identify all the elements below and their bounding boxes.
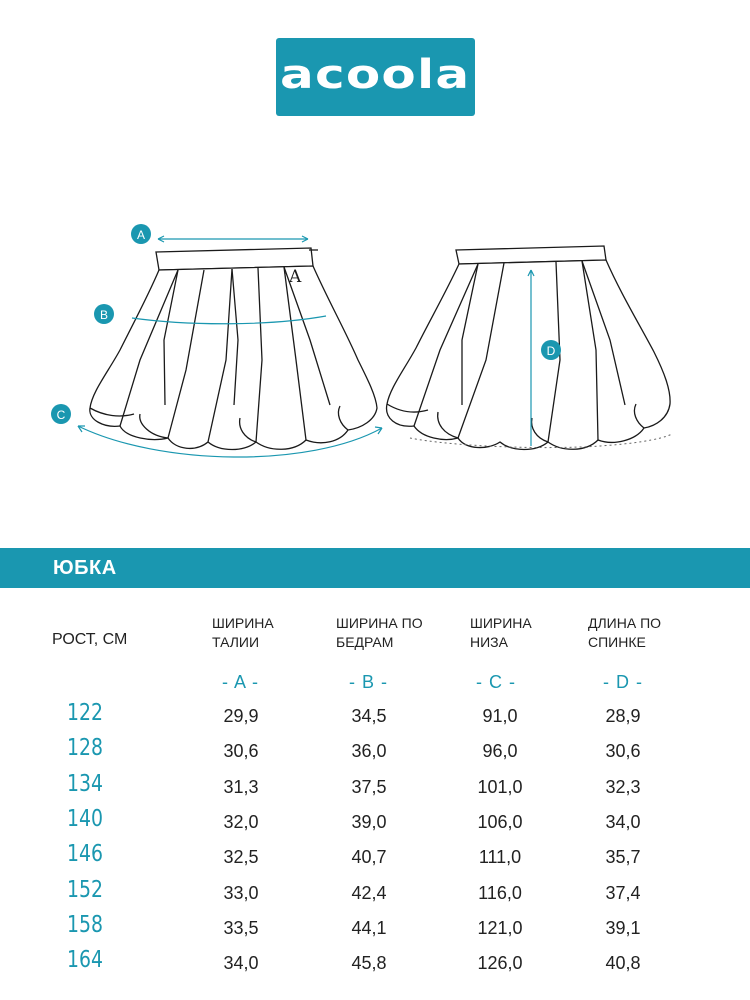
column-code-d: - D - [603,672,643,692]
label-c [51,404,71,424]
label-a [131,224,151,244]
table-cell: 36,0 [351,741,387,762]
table-cell: 96,0 [482,741,518,762]
label-c-text: C [56,408,66,422]
label-b [94,304,114,324]
table-cell: 30,6 [605,741,641,762]
row-height-value: 158 [67,911,104,938]
height-column-header: РОСТ, СМ [52,631,128,648]
table-cell: 101,0 [477,776,523,797]
column-header-line: ШИРИНА ПО [336,615,423,631]
table-cell: 32,5 [223,847,259,868]
table-cell: 28,9 [605,706,641,726]
column-header-hem [470,614,600,652]
row-height-value: 152 [67,876,104,903]
table-cell: 34,5 [351,706,387,726]
column-code-a: - A - [222,672,260,692]
column-header-line: ШИРИНА [470,615,532,631]
row-height-value: 122 [67,700,104,726]
column-code-b: - B - [349,672,388,692]
column-header-line: СПИНКЕ [588,634,646,650]
table-cell: 111,0 [478,847,522,868]
table-cell: 126,0 [477,953,523,974]
table-cell: 39,0 [351,811,387,832]
skirt-diagrams [0,210,750,480]
column-header-back-length [588,614,718,652]
table-cell: 32,0 [223,811,259,832]
column-header-line: БЕДРАМ [336,634,394,650]
column-header-line: ШИРИНА [212,615,274,631]
section-banner [0,548,750,588]
table-cell: 30,6 [223,741,259,762]
table-cell: 29,9 [223,706,259,726]
label-b-text: B [99,308,109,322]
table-cell: 34,0 [223,953,259,974]
column-header-waist [212,614,342,652]
table-cell: 44,1 [351,917,387,938]
row-height-value: 164 [67,947,104,974]
table-cell: 31,3 [223,776,259,797]
brand-logo [276,38,475,116]
skirt-front-drawing [90,248,377,450]
table-cell: 91,0 [482,706,518,726]
section-title: ЮБКА [53,557,117,579]
table-cell: 34,0 [605,811,641,832]
table-cell: 106,0 [477,811,523,832]
column-header-line: ДЛИНА ПО [588,615,662,631]
column-header-hips [336,614,466,652]
row-height-value: 128 [67,735,104,762]
table-cell: 42,4 [351,882,387,903]
table-cell: 39,1 [605,917,641,938]
table-cell: 37,4 [605,882,641,903]
garment-a-mark: A [289,267,302,287]
table-cell: 40,7 [351,847,387,868]
table-cell: 121,0 [477,917,523,938]
brand-logo-text: acoola [280,52,471,98]
row-height-value: 134 [67,770,104,797]
row-height-value: 146 [67,841,104,868]
label-a-text: A [136,228,146,242]
table-cell: 33,5 [223,917,259,938]
table-cell: 33,0 [223,882,259,903]
label-d-text: D [546,344,556,358]
column-header-line: НИЗА [470,634,508,650]
table-cell: 45,8 [351,953,387,974]
label-d [541,340,561,360]
table-cell: 116,0 [478,882,522,903]
skirt-back-drawing [387,246,671,450]
column-code-c: - C - [476,672,516,692]
table-cell: 32,3 [605,776,641,797]
table-cell: 40,8 [605,953,641,974]
row-height-value: 140 [67,805,104,832]
column-header-line: ТАЛИИ [212,634,260,650]
table-cell: 35,7 [605,847,641,868]
table-cell: 37,5 [351,776,387,797]
